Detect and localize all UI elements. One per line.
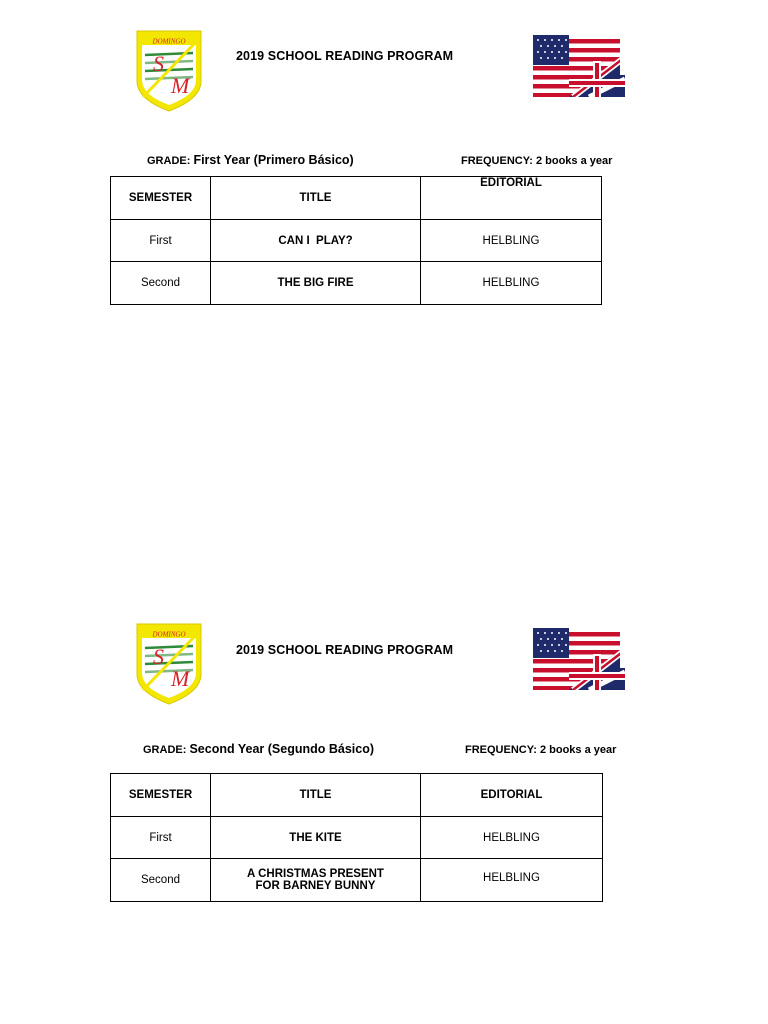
frequency-label: FREQUENCY: 2 books a year [465, 744, 617, 756]
svg-text:S: S [153, 51, 164, 76]
grade-value: First Year (Primero Básico) [193, 153, 354, 167]
svg-text:M: M [171, 666, 190, 691]
semester-cell: First [111, 817, 211, 859]
column-header-editorial: EDITORIAL [421, 774, 603, 817]
reading-table [110, 773, 603, 902]
grade-value: Second Year (Segundo Básico) [189, 742, 374, 756]
page-title: 2019 SCHOOL READING PROGRAM [236, 49, 454, 63]
us-uk-flag-icon [533, 628, 625, 690]
school-crest-icon [133, 620, 205, 706]
us-uk-flag-icon [533, 35, 625, 97]
table-row [111, 220, 602, 262]
editorial-cell: HELBLING [421, 262, 602, 305]
column-header-title: TITLE [211, 774, 421, 817]
table-header-row [111, 177, 602, 220]
editorial-cell: HELBLING [421, 817, 603, 859]
svg-text:DOMINGO: DOMINGO [152, 630, 186, 639]
editorial-cell: HELBLING [421, 220, 602, 262]
editorial-cell: HELBLING [421, 859, 603, 902]
table-header-row [111, 774, 603, 817]
book-title-cell: THE KITE [211, 817, 421, 859]
page-title: 2019 SCHOOL READING PROGRAM [236, 643, 454, 657]
table-row [111, 262, 602, 305]
book-title-cell: A CHRISTMAS PRESENT FOR BARNEY BUNNY [211, 859, 421, 902]
book-title-cell: THE BIG FIRE [211, 262, 421, 305]
column-header-editorial: EDITORIAL [421, 177, 602, 220]
semester-cell: Second [111, 262, 211, 305]
reading-table [110, 176, 602, 305]
column-header-semester: SEMESTER [111, 177, 211, 220]
column-header-semester: SEMESTER [111, 774, 211, 817]
table-row [111, 859, 603, 902]
svg-text:DOMINGO: DOMINGO [152, 37, 186, 46]
frequency-label: FREQUENCY: 2 books a year [461, 155, 613, 167]
grade-label: GRADE: [147, 155, 191, 167]
semester-cell: Second [111, 859, 211, 902]
semester-cell: First [111, 220, 211, 262]
grade-line [143, 742, 374, 756]
svg-text:S: S [153, 644, 164, 669]
grade-label: GRADE: [143, 744, 187, 756]
column-header-title: TITLE [211, 177, 421, 220]
table-row [111, 817, 603, 859]
school-crest-icon [133, 27, 205, 113]
book-title-cell: CAN I PLAY? [211, 220, 421, 262]
grade-line [147, 153, 354, 167]
svg-text:M: M [171, 73, 190, 98]
